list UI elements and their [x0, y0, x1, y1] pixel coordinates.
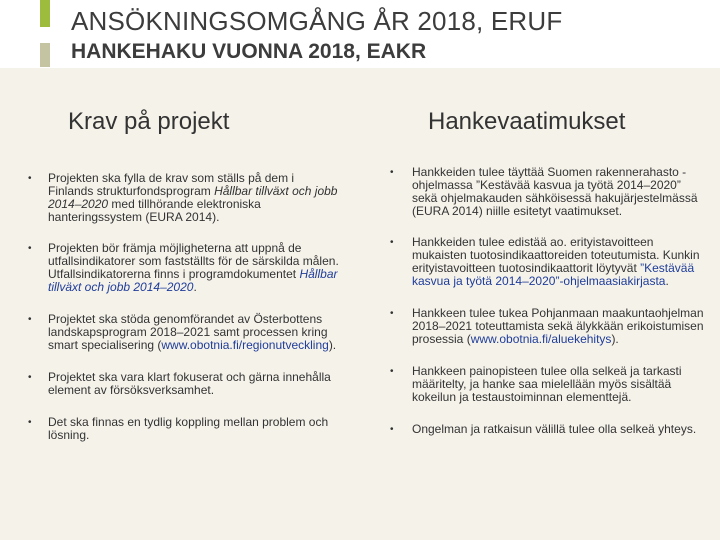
regionutveckling-link[interactable]: www.obotnia.fi/regionutveckling — [161, 338, 329, 352]
item-text: Projekten ska fylla de krav som ställs på dem i Finlands strukturfondsprogram — [48, 171, 295, 198]
list-item — [372, 166, 708, 218]
item-text: Projekten bör främja möjligheterna att uppnå de utfallsindikatorer som fastställts för de särskilda målen. Utfallsindikatorerna finns i programdokumentet — [48, 241, 339, 281]
list-item — [372, 423, 708, 436]
requirements-list-finnish — [372, 166, 708, 436]
column-heading-swedish: Krav på projekt — [68, 108, 230, 135]
item-text: Det ska finnas en tydlig koppling mellan problem och lösning. — [48, 415, 329, 442]
accent-bar-green — [40, 0, 50, 27]
item-text: . — [665, 274, 669, 288]
item-text: Hankkeen painopisteen tulee olla selkeä ja tarkasti määritelty, ja hanke saa mielellään myös sisältää kokeilun ja testaustoiminnan elementtejä. — [412, 364, 682, 404]
aluekehitys-link[interactable]: www.obotnia.fi/aluekehitys — [470, 332, 612, 346]
item-text: Ongelman ja ratkaisun välillä tulee olla selkeä yhteys. — [412, 422, 697, 436]
column-heading-finnish: Hankevaatimukset — [428, 108, 626, 135]
list-item — [0, 313, 340, 352]
program-name-emphasis: Hållbar tillväxt och jobb 2014–2020 — [48, 184, 338, 211]
item-text: Hankkeen tulee tukea Pohjanmaan maakuntaohjelman 2018–2021 toteuttamista sekä älykkään erikoistumisen prosessia ( — [412, 306, 704, 346]
program-document-link[interactable]: Hållbar tillväxt och jobb 2014–2020 — [48, 267, 338, 294]
bullet-icon: • — [28, 314, 32, 325]
list-item — [0, 416, 340, 442]
item-text: . — [193, 280, 197, 294]
item-text: med tillhörande elektroniska hanteringssystem (EURA 2014). — [48, 197, 261, 224]
bullet-icon: • — [28, 417, 32, 428]
item-text: Projektet ska vara klart fokuserat och gärna innehålla element av försöksverksamhet. — [48, 370, 331, 397]
list-item — [0, 242, 340, 294]
bullet-icon: • — [390, 424, 394, 435]
item-text: Hankkeiden tulee täyttää Suomen rakennerahasto -ohjelmassa ”Kestävää kasvua ja työtä 2014–2020” sekä ohjelmakauden sähköisessä hakujärjestelmässä (EURA 2014) niille esitetyt vaatimukset. — [412, 165, 698, 218]
bullet-icon: • — [390, 167, 394, 178]
list-item — [372, 365, 708, 404]
page-title-swedish: ANSÖKNINGSOMGÅNG ÅR 2018, ERUF — [71, 6, 563, 36]
item-text: ). — [328, 338, 337, 352]
item-text: ). — [611, 332, 619, 346]
bullet-icon: • — [390, 366, 394, 377]
title-bar — [0, 0, 720, 68]
list-item — [372, 236, 708, 288]
bullet-icon: • — [28, 243, 32, 254]
ohjelma-asiakirja-link[interactable]: ”Kestävää kasvua ja työtä 2014–2020”-ohjelmaasiakirjasta — [412, 261, 695, 288]
bullet-icon: • — [390, 308, 394, 319]
list-item — [0, 371, 340, 397]
item-text: Hankkeiden tulee edistää ao. erityistavoitteen mukaisten tuotosindikaattoreiden toteutumista. Kunkin erityistavoitteen tuotosindikaattorit löytyvät — [412, 235, 700, 275]
accent-bar-olive — [40, 43, 50, 67]
bullet-icon: • — [28, 372, 32, 383]
bullet-icon: • — [390, 237, 394, 248]
item-text: Projektet ska stöda genomförandet av Österbottens landskapsprogram 2018–2021 samt processen kring smart specialisering ( — [48, 312, 328, 352]
page-title-finnish: HANKEHAKU VUONNA 2018, EAKR — [71, 40, 427, 63]
list-item — [372, 307, 708, 346]
requirements-list-swedish — [0, 172, 340, 442]
list-item — [0, 172, 340, 224]
bullet-icon: • — [28, 173, 32, 184]
